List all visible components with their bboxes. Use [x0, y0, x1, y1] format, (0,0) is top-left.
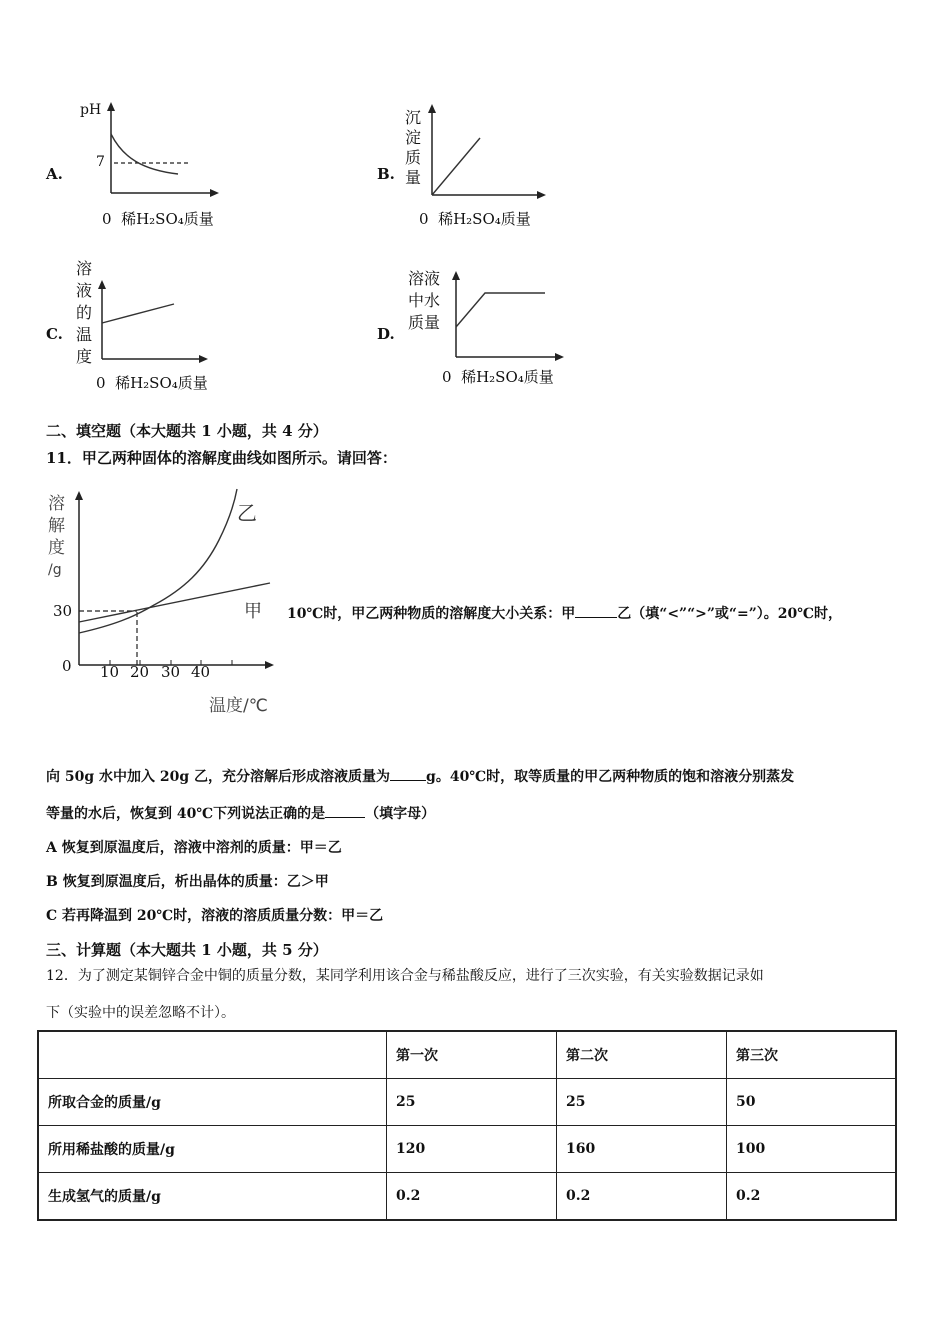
- origin-0: 0: [62, 657, 72, 675]
- table-cell: 生成氢气的质量/g: [38, 1173, 387, 1221]
- option-c-x-label: 0 稀H₂SO₄质量: [96, 374, 208, 392]
- option-b-x-label: 0 稀H₂SO₄质量: [419, 210, 531, 228]
- option-d-graph: [408, 262, 578, 392]
- answer-blank-3[interactable]: [325, 803, 365, 818]
- section3-heading: 三、计算题（本大题共 1 小题，共 5 分）: [46, 941, 328, 959]
- x-tick-20: 20: [130, 663, 150, 681]
- table-row: [38, 1126, 896, 1173]
- table-cell: 25: [557, 1079, 727, 1126]
- question-12-line-2: 下（实验中的误差忽略不计）。: [46, 1005, 235, 1021]
- x-tick-10: 10: [100, 663, 120, 681]
- option-a-label: A.: [46, 165, 63, 183]
- table-cell: 25: [387, 1079, 557, 1126]
- series-label-jia: 甲: [244, 601, 262, 622]
- question-11-line-3: 等量的水后，恢复到 40℃下列说法正确的是 （填字母）: [46, 803, 435, 823]
- table-cell: 100: [727, 1126, 897, 1173]
- ph-7-tick: 7: [96, 154, 105, 170]
- option-d-y-label: 溶液中水质量: [408, 269, 441, 332]
- choice-c: C 若再降温到 20℃时，溶液的溶质质量分数：甲＝乙: [46, 908, 384, 924]
- option-a-x-label: 0 稀H₂SO₄质量: [102, 210, 214, 228]
- x-tick-30: 30: [161, 663, 181, 681]
- table-cell: 0.2: [727, 1173, 897, 1221]
- option-c-label: C.: [46, 325, 63, 343]
- table-cell: 0.2: [387, 1173, 557, 1221]
- option-a-graph: [78, 98, 238, 233]
- solubility-y-label: 溶 解 度 /g: [48, 494, 65, 578]
- table-header-cell: [38, 1031, 387, 1079]
- option-b-graph: [405, 100, 565, 235]
- table-cell: 所用稀盐酸的质量/g: [38, 1126, 387, 1173]
- table-cell: 120: [387, 1126, 557, 1173]
- solubility-chart: [44, 485, 284, 720]
- option-c-y-label: 溶液的温度: [76, 259, 93, 366]
- option-d-label: D.: [377, 325, 395, 343]
- answer-blank-1[interactable]: [575, 603, 617, 618]
- table-cell: 50: [727, 1079, 897, 1126]
- section2-heading: 二、填空题（本大题共 1 小题，共 4 分）: [46, 422, 328, 440]
- choice-a: A 恢复到原温度后，溶液中溶剂的质量：甲＝乙: [46, 840, 342, 856]
- y-tick-30: 30: [53, 602, 73, 620]
- question-11-line-1: 10℃时，甲乙两种物质的溶解度大小关系：甲 乙（填“<”“>”或“=”）。20℃时，: [287, 603, 842, 623]
- table-header-row: [38, 1031, 896, 1079]
- table-row: [38, 1079, 896, 1126]
- table-row: [38, 1173, 896, 1221]
- x-axis-label: 温度/℃: [209, 696, 268, 716]
- option-b-label: B.: [377, 165, 395, 183]
- table-header-cell: 第二次: [557, 1031, 727, 1079]
- answer-blank-2[interactable]: [390, 766, 426, 781]
- series-label-yi: 乙: [237, 501, 257, 525]
- ph-axis-label: pH: [80, 102, 102, 118]
- choice-b: B 恢复到原温度后，析出晶体的质量：乙＞甲: [46, 874, 329, 890]
- question-11-line-2: 向 50g 水中加入 20g 乙，充分溶解后形成溶液质量为 g。40℃时，取等质量的甲乙两种物质的饱和溶液分别蒸发: [46, 766, 794, 786]
- question-11-intro: 11．甲乙两种固体的溶解度曲线如图所示。请回答：: [46, 449, 397, 467]
- table-header-cell: 第三次: [727, 1031, 897, 1079]
- option-b-y-label: 沉淀质量: [405, 108, 422, 187]
- x-tick-40: 40: [191, 663, 211, 681]
- table-cell: 160: [557, 1126, 727, 1173]
- option-d-x-label: 0 稀H₂SO₄质量: [442, 368, 554, 386]
- table-cell: 所取合金的质量/g: [38, 1079, 387, 1126]
- experiment-data-table: [37, 1030, 897, 1221]
- option-c-graph: [74, 256, 234, 396]
- question-12-line-1: 12．为了测定某铜锌合金中铜的质量分数，某同学利用该合金与稀盐酸反应，进行了三次实验，有关实验数据记录如: [46, 968, 764, 984]
- table-cell: 0.2: [557, 1173, 727, 1221]
- table-header-cell: 第一次: [387, 1031, 557, 1079]
